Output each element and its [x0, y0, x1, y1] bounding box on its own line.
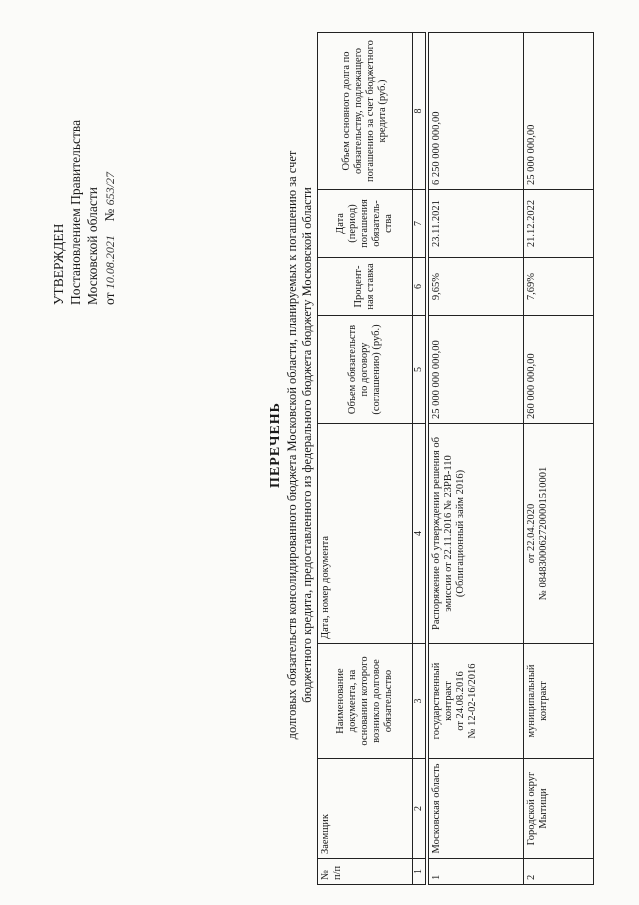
- row-borrower: Московская область: [429, 759, 524, 859]
- column-number: 3: [413, 644, 426, 759]
- column-number: 6: [413, 258, 426, 316]
- table-row: [429, 33, 524, 885]
- row-number: 1: [429, 859, 524, 885]
- header-borrower: Заемщик: [318, 759, 413, 859]
- rotated-content: [10, 10, 629, 895]
- document-title: [268, 115, 315, 775]
- title-line-1: долговых обязательств консолидированного бюджета Московской области, планируемых к погашению за счет: [285, 150, 299, 740]
- column-number: 7: [413, 190, 426, 258]
- header-number: № п/п: [318, 859, 413, 885]
- row-document-date: [524, 424, 594, 644]
- column-number: 1: [413, 859, 426, 885]
- column-number-row: [413, 33, 426, 885]
- row-rate: 9,65%: [429, 258, 524, 316]
- column-number: 2: [413, 759, 426, 859]
- row-principal: 6 250 000 000,00: [429, 33, 524, 190]
- document-name-line: муниципальный контракт: [526, 664, 549, 738]
- table-row: [524, 33, 594, 885]
- header-rate: Процент-ная ставка: [318, 258, 413, 316]
- header-document-name: Наименование документа, на основании которого возникло долговое обязательство: [318, 644, 413, 759]
- title-heading: ПЕРЕЧЕНЬ: [268, 402, 283, 488]
- header-repayment-date: Дата (период) погашения обязатель-ства: [318, 190, 413, 258]
- row-document-name: [429, 644, 524, 759]
- title-line-2: бюджетного кредита, предоставленного из федерального бюджета бюджету Московской области: [300, 187, 314, 703]
- approval-title: УТВЕРЖДЕН: [51, 223, 66, 305]
- document-name-line: от 24.08.2016: [455, 671, 466, 731]
- row-volume: 25 000 000 000,00: [429, 316, 524, 424]
- row-rate: 7,69%: [524, 258, 594, 316]
- approval-date-line: [101, 45, 119, 305]
- document-name-line: государственный контракт: [431, 662, 454, 740]
- approval-number: 653/27: [103, 172, 117, 206]
- row-principal: 25 000 000,00: [524, 33, 594, 190]
- header-principal: Объем основного долга по обязательству, подлежащего погашению за счет бюджетного кредита (руб.): [318, 33, 413, 190]
- column-number: 4: [413, 424, 426, 644]
- document-date-line: № 0848300062720000151000​1: [538, 466, 549, 601]
- row-borrower: Городской округ Мытищи: [524, 759, 594, 859]
- header-volume: Объем обязательств по договору (соглашению) (руб.): [318, 316, 413, 424]
- column-number: 5: [413, 316, 426, 424]
- approval-resolution: Постановлением Правительства: [68, 119, 83, 305]
- row-volume: 260 000 000,00: [524, 316, 594, 424]
- document-date-line: Распоряжение об утверждении решения об эмиссии от 22.11.2016 № 23РВ-110: [431, 437, 454, 630]
- column-number: 8: [413, 33, 426, 190]
- row-repayment-date: 21.12.2022: [524, 190, 594, 258]
- approval-stamp: [50, 45, 119, 305]
- row-number: 2: [524, 859, 594, 885]
- approval-region: Московской области: [85, 186, 100, 305]
- approval-date-prefix: от: [102, 292, 117, 305]
- header-document-date: Дата, номер документа: [318, 424, 413, 644]
- debt-table: [317, 32, 594, 885]
- row-repayment-date: 23.11.2021: [429, 190, 524, 258]
- document-name-line: № 12-02-16/2016: [467, 663, 478, 739]
- table-header-row: [318, 33, 413, 885]
- approval-date: 10.08.2021: [103, 235, 117, 290]
- document-date-line: от 22.04.2020: [526, 503, 537, 564]
- row-document-date: [429, 424, 524, 644]
- approval-number-prefix: №: [102, 208, 117, 222]
- document-date-line: (Облигационный займ 2016): [455, 469, 466, 598]
- row-document-name: [524, 644, 594, 759]
